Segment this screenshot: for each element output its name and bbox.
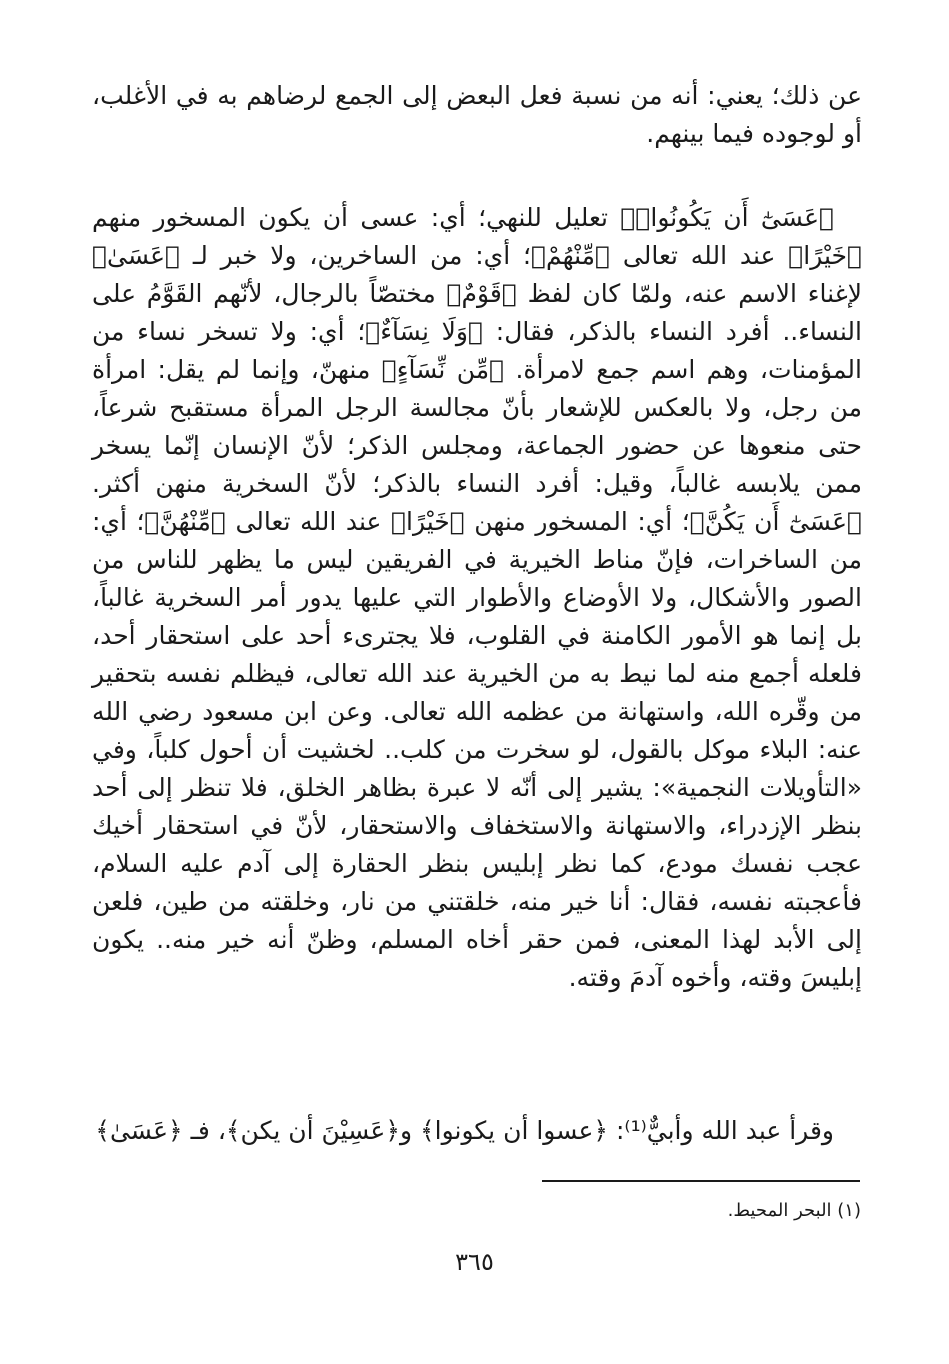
page-number: ٣٦٥ [455, 1248, 494, 1276]
paragraph-2: ﴿عَسَىٰٓ أَن يَكُونُوا۟﴾ تعليل للنهي؛ أي: عسى أن يكون المسخور منهم ﴿خَيْرًا﴾ عند الله تعالى ﴿مِّنْهُمْ﴾؛ أي: من الساخرين، ولا خبر لـ ﴿عَسَىٰ﴾ لإغناء الاسم عنه، ولمّا كان لفظ ﴿قَوْمٌ﴾ مختصّاً بالرجال، لأنّهم القَوَّمُ على النساء.. أفرد النساء بالذكر، فقال: ﴿وَلَا نِسَآءٌ﴾؛ أي: ولا تسخر نساء من المؤمنات، وهم اسم جمع لامرأة. ﴿مِّن نِّسَآءٍ﴾ منهنّ، وإنما لم يقل: امرأة من رجل، ولا بالعكس للإشعار بأنّ مجالسة الرجل المرأة مستقبح شرعاً، حتى منعوها عن حضور الجماعة، ومجلس الذكر؛ لأنّ الإنسان إنّما يسخر ممن يلابسه غالباً، وقيل: أفرد النساء بالذكر؛ لأنّ السخرية منهن أكثر. ﴿عَسَىٰٓ أَن يَكُنَّ﴾؛ أي: المسخور منهن ﴿خَيْرًا﴾ عند الله تعالى ﴿مِّنْهُنَّ﴾؛ أي: من الساخرات، فإنّ مناط الخيرية في الفريقين ليس ما يظهر للناس من الصور والأشكال، ولا الأوضاع والأطوار التي عليها يدور أمر السخرية غالباً، بل إنما هو الأمور الكامنة في القلوب، فلا يجترىء أحد على استحقار أحد، فلعله أجمع منه لما نيط به من الخيرية عند الله تعالى، فيظلم نفسه بتحقير من وقّره الله، واستهانة من عظمه الله تعالى. وعن ابن مسعود رضي الله عنه: البلاء موكل بالقول، لو سخرت من كلب.. لخشيت أن أحول كلباً، وفي «التأويلات النجمية»: يشير إلى أنّه لا عبرة بظاهر الخلق، فلا تنظر إلى أحد بنظر الإزدراء، والاستهانة والاستخفاف والاستحقار، لأنّ في استحقار أخيك عجب نفسك مودع، كما نظر إبليس بنظر الحقارة إلى آدم عليه السلام، فأعجبته نفسه، فقال: أنا خير منه، خلقتني من نار، وخلقته من طين، فلعن إلى الأبد لهذا المعنى، فمن حقر أخاه المسلم، وظنّ أنه خير منه.. يكون إبليسَ وقته، وأخوه آدمَ وقته. [92, 203, 862, 992]
paragraph-1: عن ذلك؛ يعني: أنه من نسبة فعل البعض إلى الجمع لرضاهم به في الأغلب، أو لوجوده فيما بينهم. [92, 81, 862, 148]
paragraph-3: وقرأ عبد الله وأبيٌّ⁽¹⁾: ﴿عسوا أن يكونوا﴾ و﴿عَسِيْنَ أن يكن﴾، فـ ﴿عَسَىٰ﴾ [95, 1116, 834, 1145]
footnote: (١) البحر المحيط. [727, 1200, 861, 1221]
footnote-divider [542, 1180, 860, 1182]
